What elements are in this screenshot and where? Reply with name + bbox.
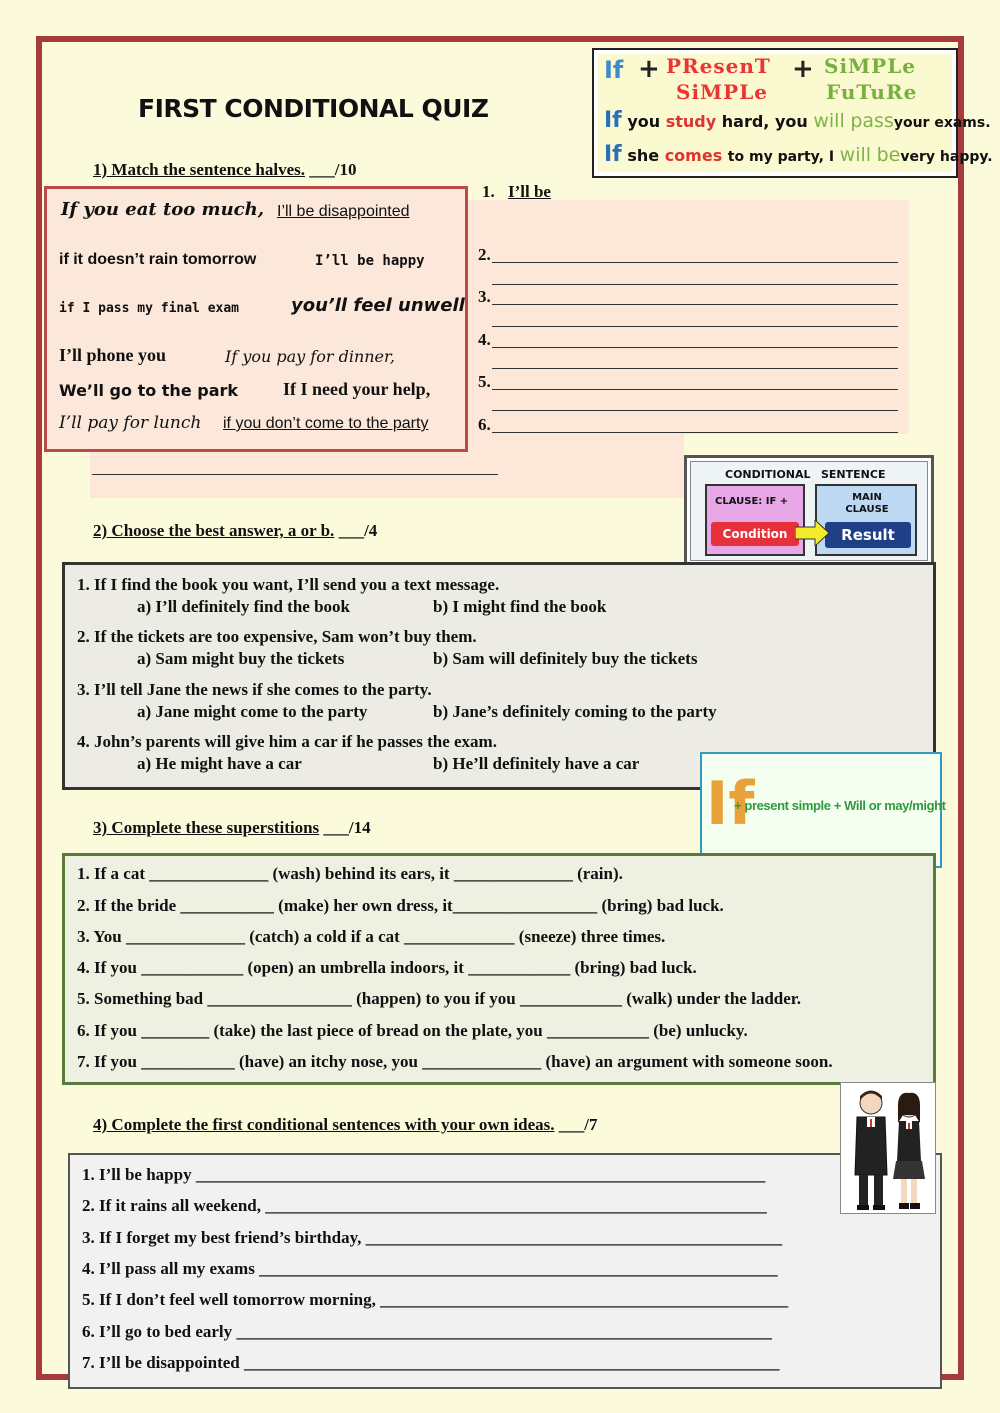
match-l: if you don’t come to the party: [223, 415, 429, 432]
q1: 1. If I find the book you want, I’ll send you a text message.: [77, 575, 500, 594]
superstition-4[interactable]: 4. If you ____________ (open) an umbrella indoors, it ____________ (bring) bad luck.: [77, 958, 697, 977]
answer-num-2: 2.: [478, 245, 491, 264]
answer-line-5[interactable]: [492, 389, 898, 390]
q2: 2. If the tickets are too expensive, Sam won’t buy them.: [77, 627, 477, 646]
idea-6[interactable]: 6. I’ll go to bed early _______________________________________________________________: [82, 1322, 772, 1341]
answer-line-7[interactable]: [92, 474, 498, 475]
answer-num-6: 6.: [478, 415, 491, 434]
diagram-result: Result: [825, 522, 911, 548]
formula-example-2: If she comes to my party, I will bevery happy.: [604, 142, 993, 167]
students-illustration: [840, 1082, 936, 1214]
idea-3[interactable]: 3. If I forget my best friend’s birthday, _________________________________________________: [82, 1228, 783, 1247]
idea-4[interactable]: 4. I’ll pass all my exams _____________________________________________________________: [82, 1259, 778, 1278]
answer-num-3: 3.: [478, 287, 491, 306]
answer-line-3b[interactable]: [492, 326, 898, 327]
answer-line-2b[interactable]: [492, 284, 898, 285]
superstition-5[interactable]: 5. Something bad _________________ (happen) to you if you ____________ (walk) under the ladder.: [77, 989, 802, 1008]
answer-num-1: 1.: [482, 182, 495, 201]
match-c: if it doesn’t rain tomorrow: [59, 251, 257, 268]
section4-heading: 4) Complete the first conditional sentences with your own ideas. ___/7: [93, 1115, 598, 1134]
diagram-title-2: SENTENCE: [821, 468, 886, 481]
q1-option-a[interactable]: a) I’ll definitely find the book: [137, 597, 350, 616]
diagram-title-1: CONDITIONAL: [725, 468, 811, 481]
q4-option-b[interactable]: b) He’ll definitely have a car: [433, 754, 640, 773]
q3: 3. I’ll tell Jane the news if she comes to the party.: [77, 680, 432, 699]
match-box: [44, 186, 468, 452]
formula-plus-2: +: [792, 54, 814, 84]
formula-simple-red: SiMPLe: [676, 80, 769, 104]
section1-heading: 1) Match the sentence halves. ___/10: [93, 160, 357, 179]
section3-heading: 3) Complete these superstitions ___/14: [93, 818, 371, 837]
answer-line-3[interactable]: [492, 304, 898, 305]
formula-box: [592, 48, 993, 178]
conditional-diagram: [684, 455, 934, 567]
diagram-condition: Condition: [711, 522, 799, 546]
q4-option-a[interactable]: a) He might have a car: [137, 754, 302, 773]
idea-1[interactable]: 1. I’ll be happy ___________________________________________________________________: [82, 1165, 766, 1184]
q3-option-b[interactable]: b) Jane’s definitely coming to the party: [433, 702, 717, 721]
if-formula-text: + present simple + Will or may/might: [734, 798, 946, 813]
answer-line-2[interactable]: [492, 262, 898, 263]
match-k: I’ll pay for lunch: [59, 413, 202, 433]
idea-5[interactable]: 5. If I don’t feel well tomorrow morning, ________________________________________________: [82, 1290, 789, 1309]
answer-num-4: 4.: [478, 330, 491, 349]
superstition-7[interactable]: 7. If you ___________ (have) an itchy nose, you ______________ (have) an argument with someone soon.: [77, 1052, 833, 1071]
answer-num-5: 5.: [478, 372, 491, 391]
match-e: if I pass my final exam: [59, 301, 240, 316]
formula-example-1: If you study hard, you will passyour exams.: [604, 108, 991, 133]
match-f: you’ll feel unwell: [291, 295, 465, 316]
q4: 4. John’s parents will give him a car if he passes the exam.: [77, 732, 497, 751]
match-d: I’ll be happy: [315, 253, 425, 269]
superstition-6[interactable]: 6. If you ________ (take) the last piece of bread on the plate, you ____________ (be) unlucky.: [77, 1021, 748, 1040]
section3-box: [62, 853, 936, 1085]
if-big-text: If: [706, 769, 755, 839]
if-formula-box: [700, 752, 946, 868]
section4-box: [68, 1153, 942, 1389]
q1-option-b[interactable]: b) I might find the book: [433, 597, 607, 616]
superstition-2[interactable]: 2. If the bride ___________ (make) her own dress, it_________________ (bring) bad luck.: [77, 896, 724, 915]
formula-simple-green: SiMPLe: [824, 54, 917, 78]
match-j: If I need your help,: [283, 379, 431, 399]
q2-option-a[interactable]: a) Sam might buy the tickets: [137, 649, 345, 668]
diagram-arrow-icon: [795, 520, 831, 546]
page-title: FIRST CONDITIONAL QUIZ: [138, 94, 489, 123]
diagram-clause: CLAUSE: IF +: [715, 496, 789, 507]
match-i: We’ll go to the park: [59, 381, 239, 400]
answer-area: [466, 200, 909, 434]
idea-2[interactable]: 2. If it rains all weekend, ___________________________________________________________: [82, 1196, 767, 1215]
q3-option-a[interactable]: a) Jane might come to the party: [137, 702, 368, 721]
match-h: If you pay for dinner,: [225, 347, 395, 366]
section2-heading: 2) Choose the best answer, a or b. ___/4: [93, 521, 378, 540]
diagram-main: MAIN CLAUSE: [845, 492, 889, 515]
answer-line-4b[interactable]: [492, 368, 898, 369]
match-b: I’ll be disappointed: [277, 203, 410, 220]
superstition-1[interactable]: 1. If a cat ______________ (wash) behind its ears, it ______________ (rain).: [77, 864, 623, 883]
formula-future: FuTuRe: [826, 80, 918, 104]
superstition-3[interactable]: 3. You ______________ (catch) a cold if a cat _____________ (sneeze) three times.: [77, 927, 666, 946]
formula-present: PResenT: [666, 54, 771, 78]
answer-example: I’ll be: [508, 182, 551, 201]
answer-line-5b[interactable]: [492, 410, 898, 411]
q2-option-b[interactable]: b) Sam will definitely buy the tickets: [433, 649, 698, 668]
idea-7[interactable]: 7. I’ll be disappointed _______________________________________________________________: [82, 1353, 780, 1372]
match-g: I’ll phone you: [59, 345, 167, 365]
match-a: If you eat too much,: [61, 199, 264, 220]
diagram-clause-box: [705, 484, 805, 556]
formula-if: If: [604, 56, 624, 84]
answer-line-4[interactable]: [492, 347, 898, 348]
answer-line-6[interactable]: [492, 432, 898, 433]
formula-plus-1: +: [638, 54, 660, 84]
